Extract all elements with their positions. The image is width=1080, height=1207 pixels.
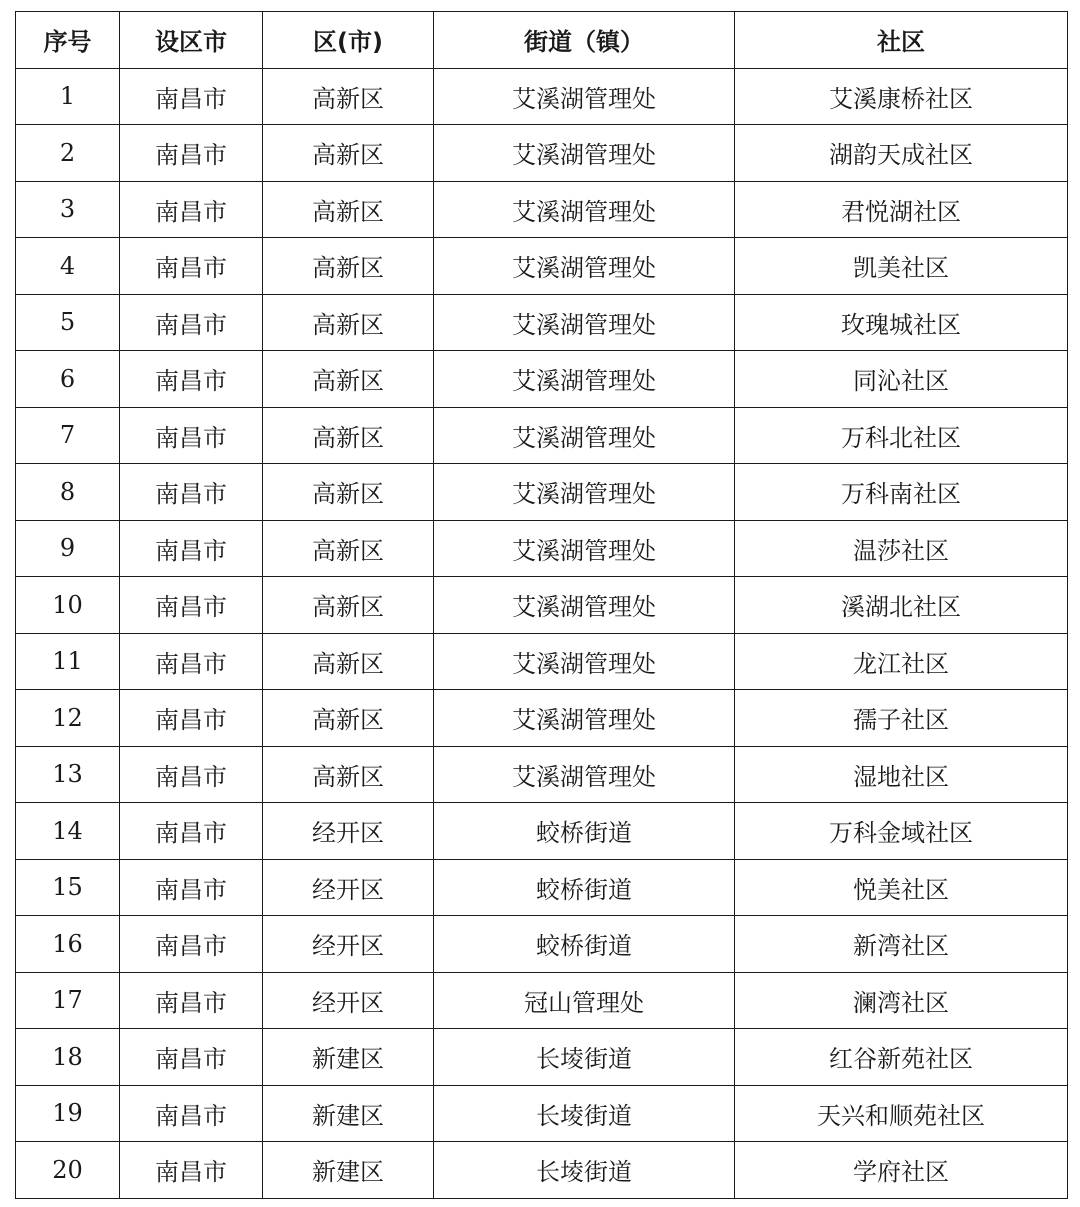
cell-district: 高新区 — [263, 294, 434, 351]
cell-seq: 13 — [16, 746, 120, 803]
table-row — [16, 351, 1068, 408]
cell-seq: 19 — [16, 1085, 120, 1142]
table-row — [16, 746, 1068, 803]
cell-seq: 17 — [16, 972, 120, 1029]
cell-district: 新建区 — [263, 1085, 434, 1142]
cell-community: 凯美社区 — [735, 238, 1068, 295]
cell-seq: 16 — [16, 916, 120, 973]
cell-street: 冠山管理处 — [434, 972, 735, 1029]
cell-community: 万科北社区 — [735, 407, 1068, 464]
cell-street: 艾溪湖管理处 — [434, 125, 735, 182]
cell-city: 南昌市 — [120, 1142, 263, 1199]
table-row — [16, 1142, 1068, 1199]
cell-city: 南昌市 — [120, 464, 263, 521]
table-row — [16, 916, 1068, 973]
cell-street: 艾溪湖管理处 — [434, 181, 735, 238]
table-header — [16, 12, 1068, 69]
cell-city: 南昌市 — [120, 125, 263, 182]
cell-city: 南昌市 — [120, 1085, 263, 1142]
cell-seq: 7 — [16, 407, 120, 464]
table-row — [16, 633, 1068, 690]
cell-seq: 8 — [16, 464, 120, 521]
cell-city: 南昌市 — [120, 746, 263, 803]
cell-street: 艾溪湖管理处 — [434, 351, 735, 408]
cell-community: 学府社区 — [735, 1142, 1068, 1199]
cell-city: 南昌市 — [120, 351, 263, 408]
cell-district: 经开区 — [263, 916, 434, 973]
cell-street: 艾溪湖管理处 — [434, 633, 735, 690]
cell-city: 南昌市 — [120, 1029, 263, 1086]
cell-community: 艾溪康桥社区 — [735, 68, 1068, 125]
cell-city: 南昌市 — [120, 68, 263, 125]
cell-community: 君悦湖社区 — [735, 181, 1068, 238]
community-table — [15, 11, 1068, 1199]
table-row — [16, 690, 1068, 747]
cell-community: 孺子社区 — [735, 690, 1068, 747]
cell-district: 新建区 — [263, 1142, 434, 1199]
cell-community: 溪湖北社区 — [735, 577, 1068, 634]
cell-community: 悦美社区 — [735, 859, 1068, 916]
cell-seq: 1 — [16, 68, 120, 125]
cell-seq: 3 — [16, 181, 120, 238]
header-community: 社区 — [735, 12, 1068, 69]
cell-city: 南昌市 — [120, 181, 263, 238]
cell-community: 万科南社区 — [735, 464, 1068, 521]
cell-seq: 5 — [16, 294, 120, 351]
cell-street: 艾溪湖管理处 — [434, 294, 735, 351]
cell-city: 南昌市 — [120, 577, 263, 634]
cell-district: 高新区 — [263, 464, 434, 521]
cell-district: 高新区 — [263, 351, 434, 408]
header-district: 区(市) — [263, 12, 434, 69]
cell-district: 高新区 — [263, 238, 434, 295]
cell-seq: 4 — [16, 238, 120, 295]
cell-city: 南昌市 — [120, 407, 263, 464]
cell-seq: 20 — [16, 1142, 120, 1199]
cell-street: 艾溪湖管理处 — [434, 690, 735, 747]
cell-district: 高新区 — [263, 633, 434, 690]
header-row — [16, 12, 1068, 69]
cell-district: 高新区 — [263, 68, 434, 125]
cell-street: 艾溪湖管理处 — [434, 746, 735, 803]
cell-seq: 12 — [16, 690, 120, 747]
cell-district: 新建区 — [263, 1029, 434, 1086]
cell-street: 艾溪湖管理处 — [434, 520, 735, 577]
cell-community: 龙江社区 — [735, 633, 1068, 690]
cell-street: 长堎街道 — [434, 1142, 735, 1199]
cell-city: 南昌市 — [120, 859, 263, 916]
cell-district: 经开区 — [263, 972, 434, 1029]
cell-community: 天兴和顺苑社区 — [735, 1085, 1068, 1142]
cell-district: 高新区 — [263, 181, 434, 238]
cell-street: 蛟桥街道 — [434, 859, 735, 916]
table-row — [16, 464, 1068, 521]
table-row — [16, 859, 1068, 916]
cell-community: 温莎社区 — [735, 520, 1068, 577]
cell-district: 经开区 — [263, 803, 434, 860]
cell-street: 蛟桥街道 — [434, 803, 735, 860]
header-city: 设区市 — [120, 12, 263, 69]
cell-community: 玫瑰城社区 — [735, 294, 1068, 351]
cell-district: 高新区 — [263, 577, 434, 634]
table-body — [16, 68, 1068, 1198]
table-row — [16, 1085, 1068, 1142]
cell-community: 湖韵天成社区 — [735, 125, 1068, 182]
cell-street: 长堎街道 — [434, 1029, 735, 1086]
cell-street: 蛟桥街道 — [434, 916, 735, 973]
table-row — [16, 294, 1068, 351]
cell-street: 艾溪湖管理处 — [434, 68, 735, 125]
cell-city: 南昌市 — [120, 294, 263, 351]
cell-community: 湿地社区 — [735, 746, 1068, 803]
cell-district: 高新区 — [263, 125, 434, 182]
cell-seq: 10 — [16, 577, 120, 634]
table-row — [16, 520, 1068, 577]
cell-community: 澜湾社区 — [735, 972, 1068, 1029]
cell-community: 万科金域社区 — [735, 803, 1068, 860]
cell-seq: 11 — [16, 633, 120, 690]
table-row — [16, 577, 1068, 634]
cell-community: 红谷新苑社区 — [735, 1029, 1068, 1086]
cell-seq: 14 — [16, 803, 120, 860]
cell-street: 长堎街道 — [434, 1085, 735, 1142]
cell-city: 南昌市 — [120, 520, 263, 577]
table-row — [16, 972, 1068, 1029]
cell-seq: 2 — [16, 125, 120, 182]
cell-community: 同沁社区 — [735, 351, 1068, 408]
cell-city: 南昌市 — [120, 238, 263, 295]
table-row — [16, 803, 1068, 860]
cell-district: 高新区 — [263, 520, 434, 577]
cell-district: 经开区 — [263, 859, 434, 916]
cell-district: 高新区 — [263, 746, 434, 803]
table-row — [16, 68, 1068, 125]
cell-district: 高新区 — [263, 407, 434, 464]
cell-community: 新湾社区 — [735, 916, 1068, 973]
cell-seq: 15 — [16, 859, 120, 916]
cell-city: 南昌市 — [120, 803, 263, 860]
cell-street: 艾溪湖管理处 — [434, 464, 735, 521]
cell-seq: 18 — [16, 1029, 120, 1086]
table-row — [16, 1029, 1068, 1086]
header-street: 街道（镇） — [434, 12, 735, 69]
header-seq: 序号 — [16, 12, 120, 69]
table-row — [16, 125, 1068, 182]
cell-street: 艾溪湖管理处 — [434, 407, 735, 464]
cell-city: 南昌市 — [120, 690, 263, 747]
table-row — [16, 238, 1068, 295]
cell-city: 南昌市 — [120, 633, 263, 690]
table-row — [16, 181, 1068, 238]
table-row — [16, 407, 1068, 464]
cell-street: 艾溪湖管理处 — [434, 238, 735, 295]
cell-city: 南昌市 — [120, 916, 263, 973]
cell-district: 高新区 — [263, 690, 434, 747]
cell-street: 艾溪湖管理处 — [434, 577, 735, 634]
cell-city: 南昌市 — [120, 972, 263, 1029]
cell-seq: 6 — [16, 351, 120, 408]
cell-seq: 9 — [16, 520, 120, 577]
